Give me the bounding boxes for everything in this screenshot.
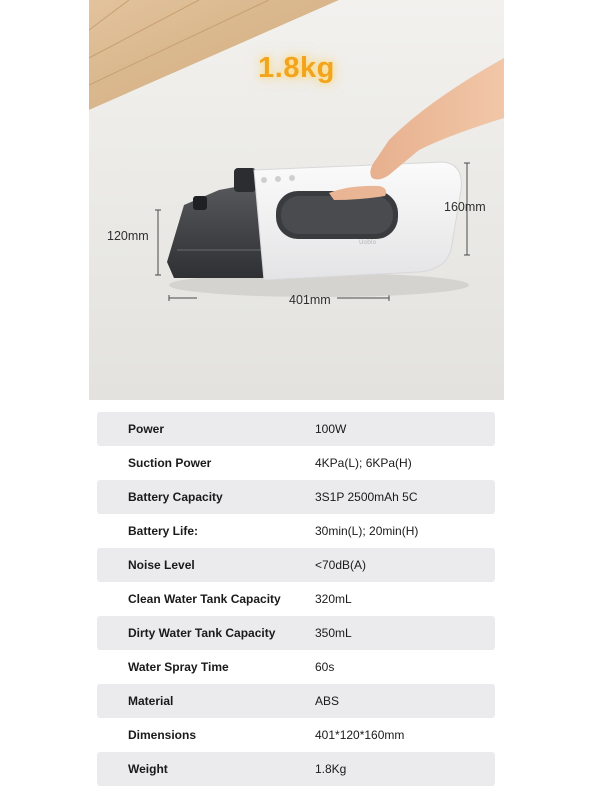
dimension-height-right: 160mm — [444, 200, 486, 214]
spec-label: Suction Power — [128, 456, 212, 470]
brand-mark: Uoblo — [359, 239, 377, 246]
spec-value: 30min(L); 20min(H) — [315, 524, 419, 538]
spec-value: 320mL — [315, 592, 352, 606]
spec-label: Clean Water Tank Capacity — [128, 592, 281, 606]
spec-value: 4KPa(L); 6KPa(H) — [315, 456, 412, 470]
spec-row-battery-capacity — [97, 480, 495, 514]
spec-row-battery-life — [97, 514, 495, 548]
spec-row-clean-water-tank — [97, 582, 495, 616]
spec-row-dirty-water-tank — [97, 616, 495, 650]
vacuum-body — [254, 162, 461, 280]
spec-row-dimensions — [97, 718, 495, 752]
spec-row-water-spray-time — [97, 650, 495, 684]
dimension-length: 401mm — [289, 293, 331, 307]
spec-label: Material — [128, 694, 174, 708]
spec-value: 401*120*160mm — [315, 728, 405, 742]
spec-label: Water Spray Time — [128, 660, 229, 674]
spec-label: Power — [128, 422, 165, 436]
spec-row-noise-level — [97, 548, 495, 582]
spec-label: Battery Life: — [128, 524, 199, 538]
spec-value: 350mL — [315, 626, 352, 640]
spec-row-weight — [97, 752, 495, 786]
spec-row-suction-power — [97, 446, 495, 480]
spec-value: 100W — [315, 422, 347, 436]
spec-value: ABS — [315, 694, 340, 708]
dimension-height-left: 120mm — [107, 229, 149, 243]
spec-table — [97, 412, 495, 786]
product-photo — [89, 0, 504, 400]
spec-label: Battery Capacity — [128, 490, 223, 504]
spec-label: Dimensions — [128, 728, 197, 742]
spec-value: 1.8Kg — [315, 762, 347, 776]
spec-value: 3S1P 2500mAh 5C — [315, 490, 418, 504]
spec-row-power — [97, 412, 495, 446]
spec-label: Dirty Water Tank Capacity — [128, 626, 276, 640]
spec-value: 60s — [315, 660, 335, 674]
spec-label: Weight — [128, 762, 168, 776]
spec-label: Noise Level — [128, 558, 195, 572]
spec-row-material — [97, 684, 495, 718]
weight-headline: 1.8kg — [258, 52, 335, 84]
spec-value: <70dB(A) — [315, 558, 367, 572]
